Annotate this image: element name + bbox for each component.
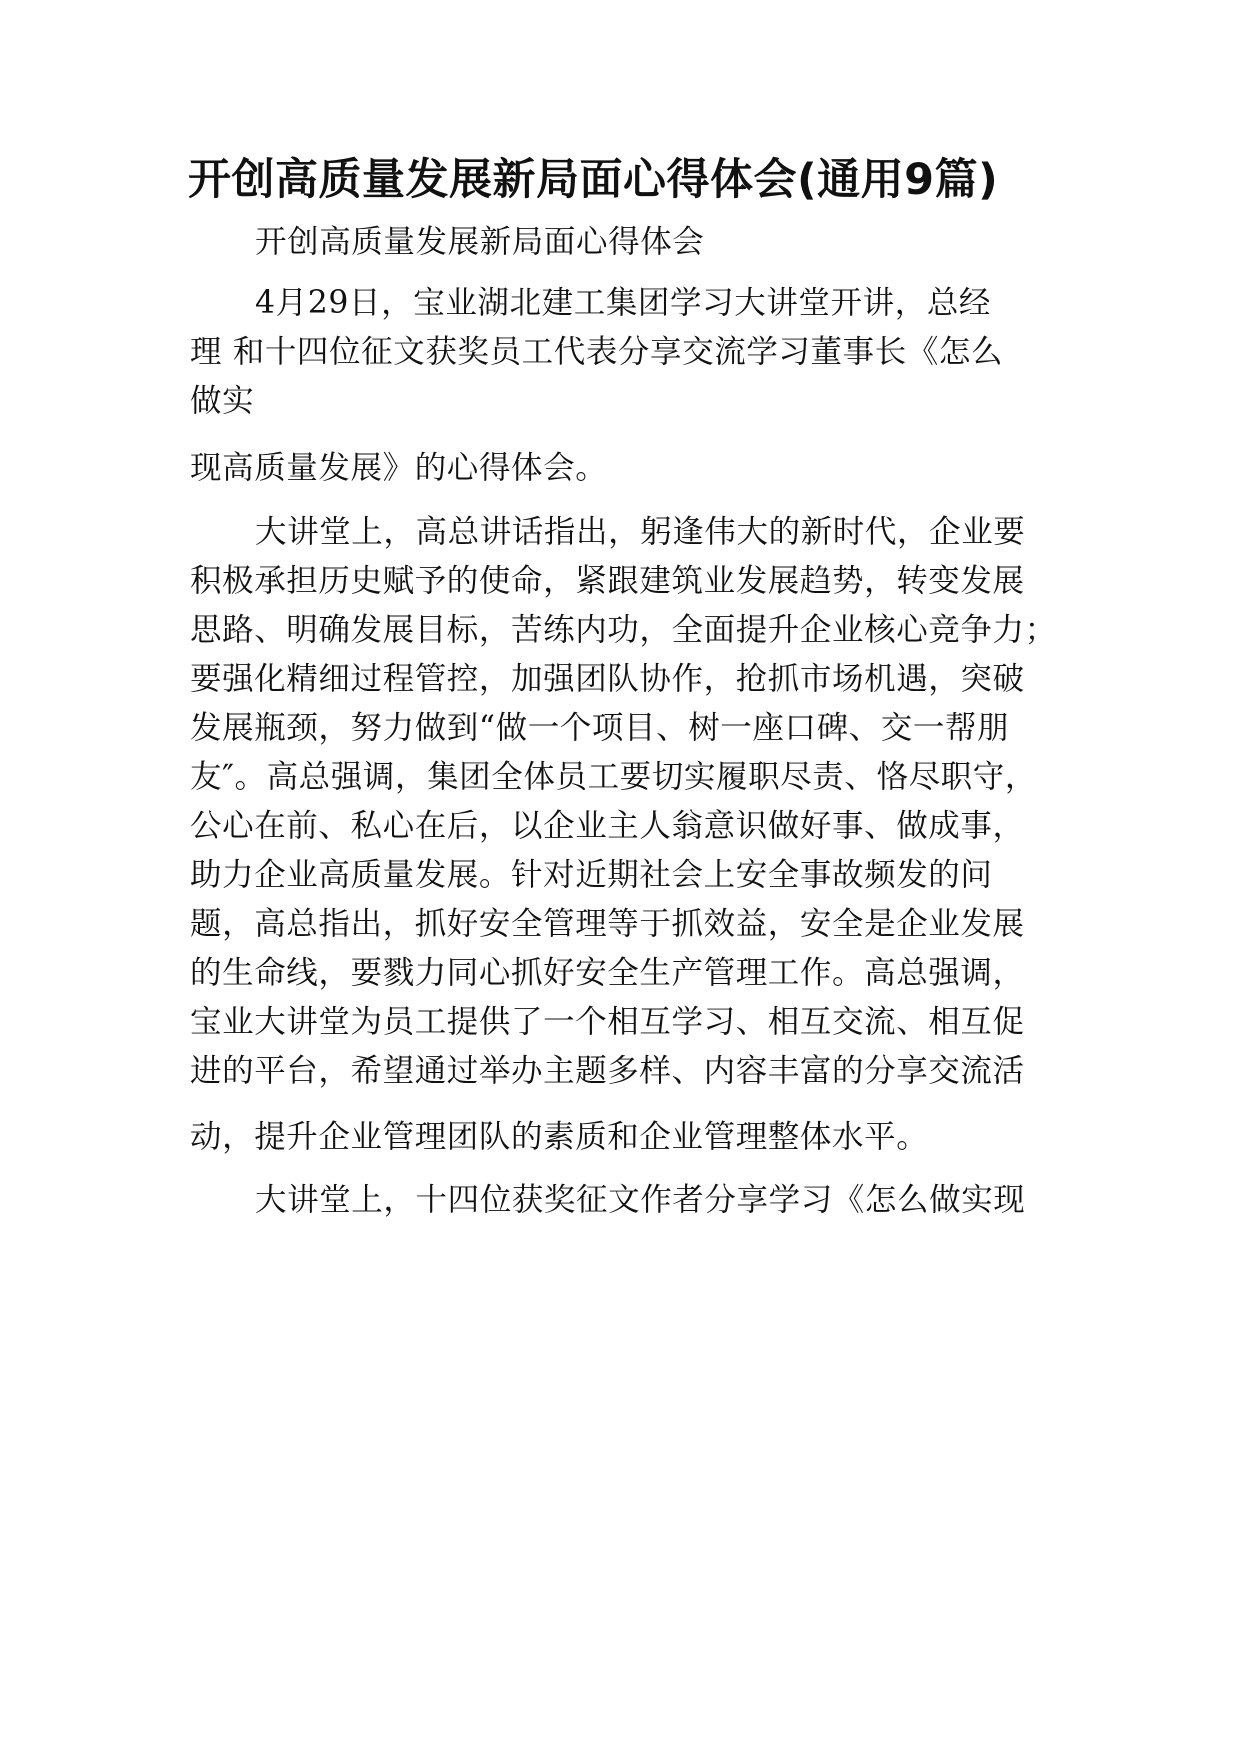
paragraph-line: 做实 (190, 383, 255, 419)
document-subtitle: 开创高质量发展新局面心得体会 (255, 224, 705, 260)
paragraph-line: 大讲堂上，高总讲话指出，躬逢伟大的新时代，企业要 (255, 514, 1026, 550)
paragraph-line: 友″。高总强调，集团全体员工要切实履职尽责、恪尽职守， (190, 759, 1037, 795)
paragraph-line: 动，提升企业管理团队的素质和企业管理整体水平。 (190, 1119, 929, 1155)
paragraph-line: 4月29日，宝业湖北建工集团学习大讲堂开讲，总经 (255, 285, 992, 321)
paragraph-line: 进的平台，希望通过举办主题多样、内容丰富的分享交流活 (190, 1053, 1025, 1089)
paragraph-line: 思路、明确发展目标，苦练内功，全面提升企业核心竞争力； (190, 612, 1057, 648)
paragraph-line: 现高质量发展》的心得体会。 (190, 450, 608, 486)
paragraph-line: 发展瓶颈，努力做到“做一个项目、树一座口碑、交一帮朋 (190, 710, 1010, 746)
paragraph-line: 题，高总指出，抓好安全管理等于抓效益，安全是企业发展 (190, 906, 1025, 942)
paragraph-line: 的生命线，要戮力同心抓好安全生产管理工作。高总强调， (190, 955, 1025, 991)
paragraph-line: 宝业大讲堂为员工提供了一个相互学习、相互交流、相互促 (190, 1004, 1025, 1040)
paragraph-line: 要强化精细过程管控，加强团队协作，抢抓市场机遇，突破 (190, 661, 1025, 697)
paragraph-line: 理 和十四位征文获奖员工代表分享交流学习董事长《怎么 (190, 334, 1004, 370)
paragraph-line: 公心在前、私心在后，以企业主人翁意识做好事、做成事， (190, 808, 1025, 844)
paragraph-line: 积极承担历史赋予的使命，紧跟建筑业发展趋势，转变发展 (190, 563, 1025, 599)
document-title: 开创高质量发展新局面心得体会(通用9篇) (188, 155, 999, 205)
paragraph-line: 大讲堂上，十四位获奖征文作者分享学习《怎么做实现 (255, 1182, 1026, 1218)
paragraph-line: 助力企业高质量发展。针对近期社会上安全事故频发的问 (190, 857, 993, 893)
